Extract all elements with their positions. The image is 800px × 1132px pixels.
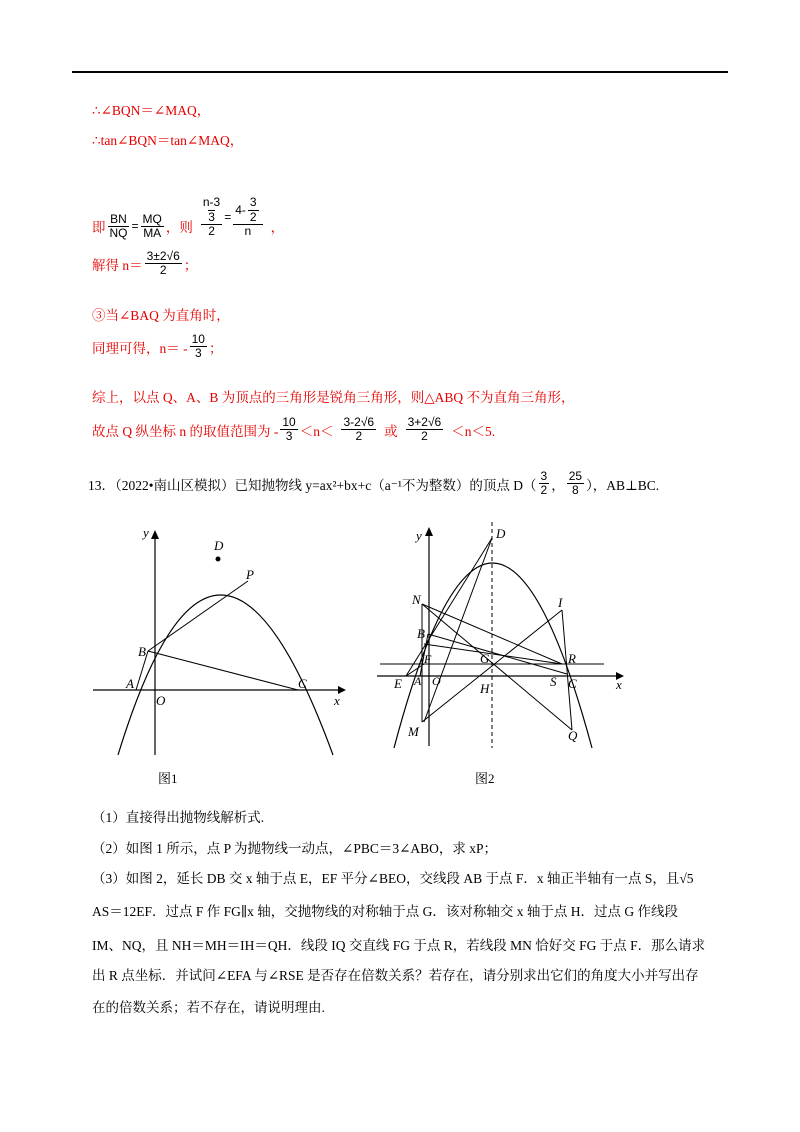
fraction-denominator: 2 — [540, 483, 548, 498]
solution-line-2: ∴tan∠BQN＝tan∠MAQ， — [92, 133, 244, 148]
fraction-denominator: 3 — [194, 346, 202, 361]
question-13-part-2: （2）如图 1 所示，点 P 为抛物线一动点，∠PBC＝3∠ABO，求 xP； — [92, 841, 498, 856]
solution-line-8 — [92, 416, 495, 443]
solution-line-6 — [92, 333, 222, 360]
fraction-denominator: 2 — [208, 223, 215, 238]
text-end: ； — [208, 340, 223, 356]
text-end: ， — [270, 220, 285, 235]
label-P: P — [246, 567, 254, 582]
label-y: y — [416, 528, 422, 543]
label-E: E — [394, 676, 402, 691]
label-F: F — [424, 652, 432, 666]
fraction-numerator: 3 — [540, 469, 548, 483]
label-y: y — [143, 525, 149, 540]
fraction-numerator: BN — [110, 211, 127, 226]
solution-line-1: ∴∠BQN＝∠MAQ， — [92, 103, 211, 118]
label-G: G — [480, 651, 490, 666]
question-head: 13．（2022•南山区模拟）已知抛物线 y=ax²+bx+c（a⁻¹不为整数）的顶点 D（ — [88, 477, 537, 493]
label-H: H — [480, 681, 490, 696]
label-x: x — [616, 677, 622, 692]
label-M: M — [408, 724, 419, 739]
fraction-numerator: 10 — [282, 415, 296, 429]
tan-equation: n-3 3 2 = 4- $\frac{3}{2}$ n — [199, 196, 265, 238]
fraction-numerator: 10 — [191, 332, 205, 346]
solution-line-5: ③当∠BAQ 为直角时， — [92, 308, 230, 323]
segment-BP — [148, 581, 248, 651]
fraction-denominator: n — [244, 223, 252, 238]
label-O: O — [156, 693, 166, 708]
label-D: D — [214, 538, 224, 553]
label-B: B — [138, 644, 146, 659]
question-tail: ），AB⊥BC. — [586, 477, 660, 493]
fraction-numerator: 25 — [568, 469, 583, 483]
fraction-denominator: 3 — [285, 429, 293, 444]
text-end: ； — [183, 257, 198, 273]
fraction-denominator: 2 — [421, 429, 428, 444]
header-rule — [72, 71, 728, 73]
text-prefix: 故点 Q 纵坐标 n 的取值范围为 - — [92, 423, 279, 439]
fraction-denominator: MA — [143, 225, 162, 240]
fraction-numerator: 3±2√6 — [146, 249, 180, 263]
solution-line-3 — [92, 170, 284, 240]
question-13-part-3-line-3: IM、NQ，且 NH＝MH＝IH＝QH．线段 IQ 交直线 FG 于点 R，若线段 MN 恰好交 FG 于点 F．那么请求 — [92, 938, 706, 953]
figure-2 — [372, 518, 642, 750]
fraction-denominator: NQ — [109, 225, 128, 240]
text-prefix: 同理可得，n＝ - — [92, 340, 188, 356]
label-A: A — [126, 676, 134, 691]
label-Q: Q — [568, 728, 578, 743]
label-O: O — [432, 674, 441, 688]
label-B: B — [417, 626, 425, 641]
label-C: C — [568, 676, 577, 691]
figure-2-caption: 图2 — [475, 771, 495, 786]
segment-IQ — [562, 610, 572, 730]
fraction-denominator: 2 — [159, 263, 167, 278]
label-R: R — [568, 651, 576, 666]
label-A: A — [414, 674, 422, 688]
vertex-point-D — [216, 557, 221, 562]
fraction-denominator: 2 — [355, 429, 363, 444]
fraction-numerator: 3-2√6 — [343, 415, 375, 429]
solution-line-7: 综上，以点 Q、A、B 为顶点的三角形是锐角三角形，则△ABQ 不为直角三角形， — [92, 390, 575, 405]
question-13-stem — [88, 470, 659, 497]
question-13-part-3-line-5: 在的倍数关系；若不存在，请说明理由. — [92, 1000, 325, 1015]
label-D: D — [496, 526, 506, 541]
fraction-numerator: n-3 — [202, 195, 221, 210]
y-axis-arrow — [151, 530, 159, 539]
solution-line-4 — [92, 250, 197, 277]
fraction-numerator: 3 — [249, 195, 257, 210]
text-mid: ，则 — [165, 220, 193, 235]
fraction-numerator: 3+2√6 — [407, 415, 442, 429]
question-13-part-3-line-4: 出 R 点坐标．并试问∠EFA 与∠RSE 是否存在倍数关系？若存在，请分别求出它们的角度大小并写出存 — [92, 968, 699, 983]
comma: ， — [551, 477, 565, 493]
label-C: C — [298, 676, 307, 691]
text-inequality: ＜n＜5. — [451, 423, 496, 439]
text-prefix: 即 — [92, 220, 106, 235]
text-inequality: ＜n＜ — [299, 423, 334, 439]
parabola — [118, 595, 333, 755]
fraction-text: 4- — [235, 202, 246, 217]
question-13-part-3-line-2: AS＝12EF．过点 F 作 FG∥x 轴，交抛物线的对称轴于点 G．该对称轴交 x 轴于点 H．过点 G 作线段 — [92, 904, 679, 919]
label-S: S — [550, 674, 557, 689]
label-I: I — [558, 595, 563, 610]
question-13-part-1: （1）直接得出抛物线解析式. — [92, 810, 265, 825]
fraction-denominator: 8 — [572, 483, 579, 498]
segment-BC — [148, 651, 298, 690]
fraction-numerator: MQ — [142, 211, 162, 226]
segment-BR — [424, 644, 562, 664]
ratio-equation: $\frac{BN}{NQ}$ = $\frac{MQ}{MA}$ — [109, 211, 162, 240]
figure-1-caption: 图1 — [158, 771, 178, 786]
label-x: x — [334, 693, 340, 708]
text-prefix: 解得 n＝ — [92, 257, 143, 273]
figure-1 — [88, 520, 358, 760]
fraction-sub: 3 — [208, 209, 215, 224]
text-or: 或 — [384, 423, 398, 439]
question-13-part-3-line-1: （3）如图 2，延长 DB 交 x 轴于点 E，EF 平分∠BEO，交线段 AB 于点 F．x 轴正半轴有一点 S，且√5 — [92, 871, 694, 886]
label-N: N — [412, 592, 421, 607]
y-axis-arrow — [425, 527, 433, 536]
fraction-denominator: 2 — [249, 209, 257, 224]
